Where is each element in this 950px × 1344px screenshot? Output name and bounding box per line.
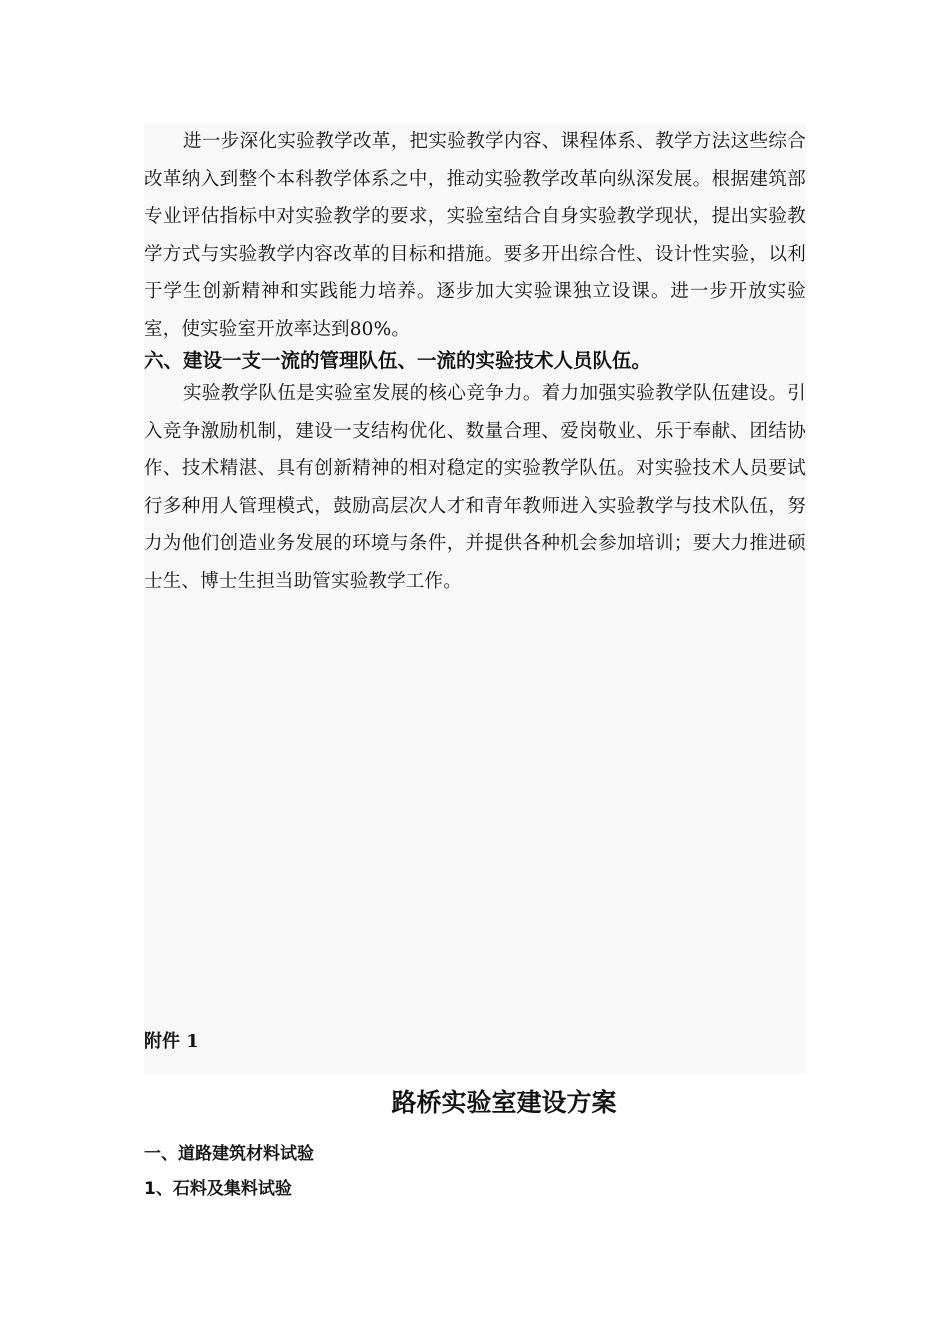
intro-paragraph: 进一步深化实验教学改革，把实验教学内容、课程体系、教学方法这些综合改革纳入到整个本科教学体系之中，推动实验教学改革向纵深发展。根据建筑部专业评估指标中对实验教学的要求，实验室结合自身实验教学现状，提出实验教学方式与实验教学内容改革的目标和措施。要多开出综合性、设计性实验，以利于学生创新精神和实践能力培养。逐步加大实验课独立设课。进一步开放实验室，使实验室开放率达到80%。 [144, 131, 806, 340]
section-heading-six: 六、建设一支一流的管理队伍、一流的实验技术人员队伍。 [144, 349, 652, 372]
attachment-label: 附件 1 [144, 1031, 199, 1052]
document-title: 路桥实验室建设方案 [391, 1088, 617, 1117]
team-paragraph: 实验教学队伍是实验室发展的核心竞争力。着力加强实验教学队伍建设。引入竞争激励机制，建设一支结构优化、数量合理、爱岗敬业、乐于奉献、团结协作、技术精湛、具有创新精神的相对稳定的实验教学队伍。对实验技术人员要试行多种用人管理模式，鼓励高层次人才和青年教师进入实验教学与技术队伍，努力为他们创造业务发展的环境与条件，并提供各种机会参加培训；要大力推进硕士生、博士生担当助管实验教学工作。 [144, 383, 806, 592]
subheading-road-materials: 一、道路建筑材料试验 [144, 1144, 314, 1164]
subheading-stone-aggregate: 1、石料及集料试验 [144, 1179, 292, 1199]
